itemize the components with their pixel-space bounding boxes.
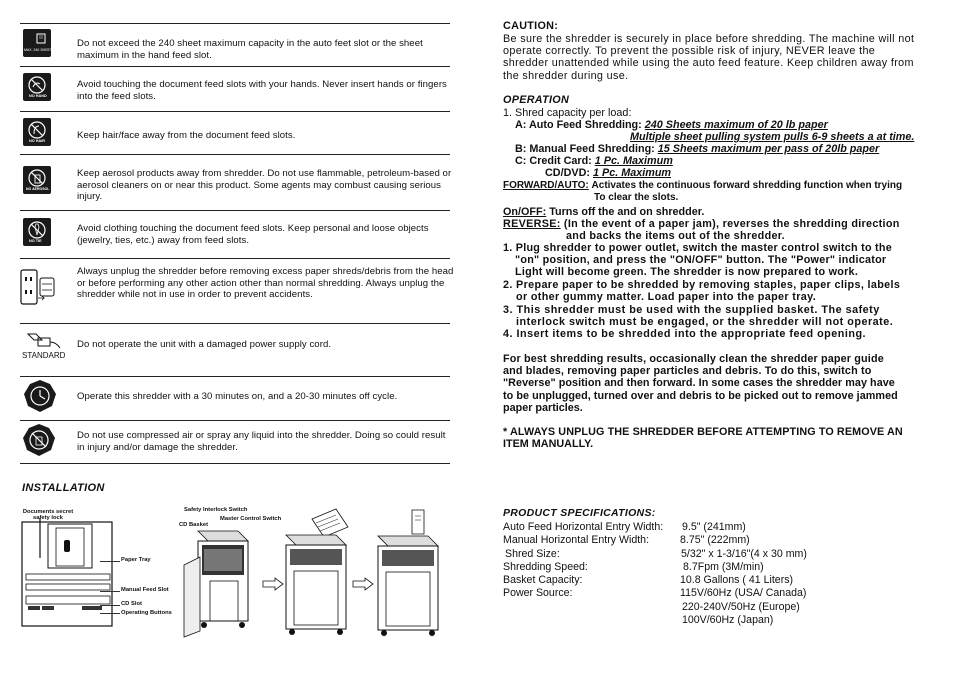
warning-text: Do not use compressed air or spray any liquid into the shredder. Doing so could result in injury and/or damage the shredder. [77, 430, 446, 453]
divider [20, 210, 450, 211]
unplug-icon [20, 268, 62, 308]
spec-value: 8.75" (222mm) [680, 534, 750, 546]
specs-heading: PRODUCT SPECIFICATIONS: [503, 507, 656, 519]
leader-line [100, 613, 120, 614]
warning-text: Operate this shredder with a 30 minutes on, and a 20-30 minutes off cycle. [77, 391, 398, 402]
clock-cycle-icon [22, 378, 58, 414]
caution-text: Be sure the shredder is securely in place before shredding. The machine will not operate correctly. To prevent the possible risk of injury, NEVER leave the shredder unattended while using the auto feed feature. Keep children away from the shredder during use. [503, 33, 915, 82]
spec-label: Power Source: [503, 587, 573, 599]
label-cd-slot: CD Slot [121, 601, 142, 607]
warning-text: Avoid clothing touching the document feed slots. Keep personal and loose objects (jewelry, ties, etc.) away from feed slots. [77, 223, 429, 246]
warning-text: Avoid touching the document feed slots with your hands. Never insert hands or fingers into the feed slots. [77, 79, 447, 102]
divider [20, 323, 450, 324]
divider [20, 66, 450, 67]
divider [20, 111, 450, 112]
reverse-line-2: and backs the items out of the shredder. [566, 230, 785, 242]
auto-feed-line-2: Multiple sheet pulling system pulls 6-9 sheets a at time. [630, 131, 915, 143]
spec-value: 8.7Fpm (3M/min) [683, 561, 764, 573]
warning-text: Keep aerosol products away from shredder. Do not use flammable, petroleum-based or aerosol cleaners on or near this product. Some agents may combust causing serious injury. [77, 168, 452, 203]
label-safety-switch: Safety Interlock Switch [184, 507, 248, 513]
operation-heading: OPERATION [503, 94, 570, 106]
warning-text: Keep hair/face away from the document feed slots. [77, 130, 296, 141]
spec-label: Shred Size: [505, 548, 560, 560]
spec-label: Shredding Speed: [503, 561, 588, 573]
spec-value: 5/32" x 1-3/16"(4 x 30 mm) [681, 548, 807, 560]
no-hair-icon: NO HAIR [23, 118, 51, 146]
shred-capacity-line: 1. Shred capacity per load: [503, 107, 632, 119]
no-aerosol-icon: NO AEROSOL [23, 166, 51, 194]
divider [20, 376, 450, 377]
divider [20, 23, 450, 24]
spec-value: 220-240V/50Hz (Europe) [682, 601, 800, 613]
warning-text: Do not operate the unit with a damaged power supply cord. [77, 339, 332, 350]
no-hands-icon: NO HAND [23, 73, 51, 101]
step-line: 3. This shredder must be used with the supplied basket. The safety [503, 304, 880, 316]
no-spray-icon [22, 423, 56, 457]
manual-feed-line: B: Manual Feed Shredding: 15 Sheets maximum per pass of 20lb paper [515, 143, 880, 155]
shredder-closed-illustration [372, 508, 447, 638]
divider [20, 258, 450, 259]
arrow-right-icon [352, 578, 374, 590]
step-line: 1. Plug shredder to power outlet, switch the master control switch to the [503, 242, 892, 254]
leader-line [100, 561, 120, 562]
label-cd-basket: CD Basket [179, 522, 208, 528]
divider [20, 420, 450, 421]
paragraph-line: to be unplugged, turned over and debris to be picked out to remove jammed [503, 390, 898, 402]
installation-heading: INSTALLATION [22, 482, 105, 494]
forward-auto-line-2: To clear the slots. [594, 192, 679, 203]
standard-label: STANDARD [22, 351, 66, 360]
step-line: Light will become green. The shredder is now prepared to work. [515, 266, 859, 278]
leader-line [100, 605, 120, 606]
label-paper-tray: Paper Tray [121, 557, 151, 563]
leader-line [100, 591, 120, 592]
divider [20, 463, 450, 464]
label-operating-buttons: Operating Buttons [121, 610, 172, 616]
label-documents-lock: Documents secret safety lock [22, 509, 74, 521]
label-manual-feed: Manual Feed Slot [121, 587, 169, 593]
spec-value: 9.5" (241mm) [682, 521, 746, 533]
cd-dvd-line: CD/DVD: 1 Pc. Maximum [545, 167, 672, 179]
spec-label: Manual Horizontal Entry Width: [503, 534, 650, 546]
step-line: 2. Prepare paper to be shredded by removing staples, paper clips, labels [503, 279, 901, 291]
spec-value: 115V/60Hz (USA/ Canada) [680, 587, 807, 599]
spec-value: 100V/60Hz (Japan) [682, 614, 774, 626]
paragraph-line: paper particles. [503, 402, 583, 414]
warning-text: Always unplug the shredder before removing excess paper shreds/debris from the head or before performing any other action other than normal shredding. Always unplug the shredder while not in use in order to prevent accidents. [77, 266, 454, 301]
shredder-loading-illustration [280, 505, 360, 637]
step-line: 4. Insert items to be shredded into the appropriate feed opening. [503, 328, 867, 340]
step-line: "on" position, and press the "ON/OFF" button. The "Power" indicator [515, 254, 887, 266]
step-line: or other gummy matter. Load paper into the paper tray. [516, 291, 817, 303]
divider [20, 154, 450, 155]
paragraph-line: For best shredding results, occasionally clean the shredder paper guide [503, 353, 884, 365]
power-cord-icon [26, 330, 62, 352]
label-master-switch: Master Control Switch [220, 516, 282, 522]
credit-card-line: C: Credit Card: 1 Pc. Maximum [515, 155, 673, 167]
spec-value: 10.8 Gallons ( 41 Liters) [680, 574, 794, 586]
onoff-line: On/OFF: Turns off the and on shredder. [503, 206, 705, 218]
reverse-line: REVERSE: (In the event of a paper jam), reverses the shredding direction [503, 218, 900, 230]
forward-auto-line: FORWARD/AUTO: Activates the continuous forward shredding function when trying [503, 180, 903, 191]
no-tie-icon: NO TIE [23, 218, 51, 246]
spec-label: Auto Feed Horizontal Entry Width: [503, 521, 664, 533]
auto-feed-line: A: Auto Feed Shredding: 240 Sheets maximum of 20 lb paper [515, 119, 828, 131]
note-line: * ALWAYS UNPLUG THE SHREDDER BEFORE ATTEMPTING TO REMOVE AN [503, 426, 903, 438]
shredder-open-illustration [180, 525, 255, 637]
capacity-icon: MAX. 240 SHEETS [23, 29, 51, 57]
warning-text: Do not exceed the 240 sheet maximum capacity in the auto feet slot or the sheet maximum in the hand feed slot. [77, 38, 423, 61]
spec-label: Basket Capacity: [503, 574, 583, 586]
paragraph-line: "Reverse" position and then forward. In some cases the shredder may have [503, 377, 895, 389]
note-line: ITEM MANUALLY. [503, 438, 594, 450]
paragraph-line: and blades, removing paper particles and debris. To do this, switch to [503, 365, 872, 377]
caution-heading: CAUTION: [503, 20, 559, 32]
step-line: interlock switch must be engaged, or the shredder will not operate. [516, 316, 894, 328]
